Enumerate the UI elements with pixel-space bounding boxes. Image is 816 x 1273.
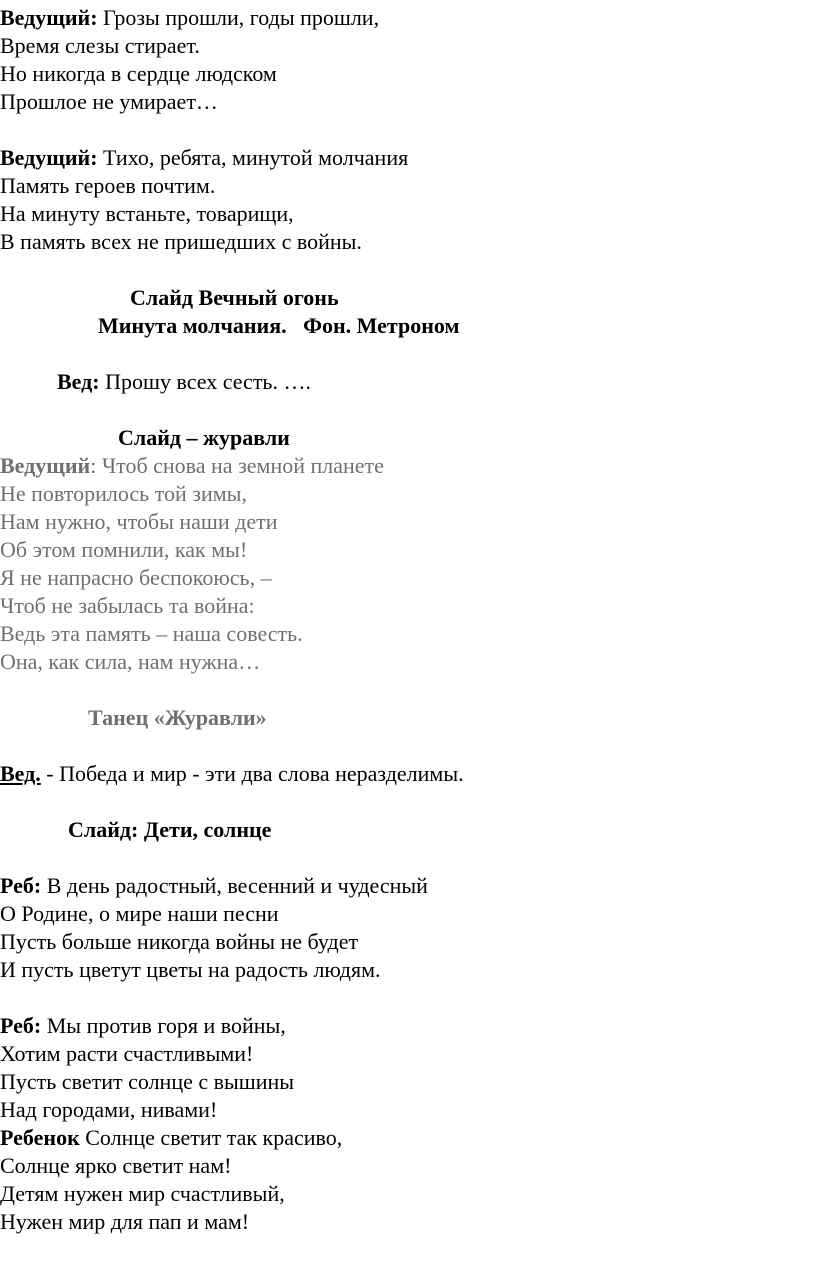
verse-line: Но никогда в сердце людском [0,61,277,86]
verse-line: Нам нужно, чтобы наши дети [0,509,278,534]
verse-text: Мы против горя и войны, [41,1013,286,1038]
slide-heading: Слайд – журавли [118,425,290,450]
stage-direction: Танец «Журавли» [88,705,267,730]
verse-line: Пусть больше никогда войны не будет [0,929,359,954]
verse-line: Я не напрасно беспокоюсь, – [0,565,272,590]
verse-line [0,1124,342,1152]
speaker-label: Ведущий [0,453,91,478]
verse-line: Солнце ярко светит нам! [0,1153,232,1178]
speaker-label: Реб: [0,873,42,898]
verse-line: Память героев почтим. [0,173,216,198]
verse-line [0,452,384,480]
verse-line [0,760,464,788]
verse-line [57,368,311,396]
verse-line: В память всех не пришедших с войны. [0,229,362,254]
slide-heading: Слайд: Дети, солнце [68,817,272,842]
verse-text: Солнце светит так красиво, [79,1125,343,1150]
speaker-label: Ведущий: [0,5,98,30]
verse-line: Она, как сила, нам нужна… [0,649,261,674]
speaker-label: Ребенок [0,1125,80,1150]
verse-line: Об этом помнили, как мы! [0,537,248,562]
verse-text: - Победа и мир - эти два слова неразделимы. [40,761,464,786]
verse-line: Детям нужен мир счастливый, [0,1181,285,1206]
verse-line: Не повторилось той зимы, [0,481,247,506]
verse-line [0,4,379,32]
verse-line: Время слезы стирает. [0,33,200,58]
verse-text: В день радостный, весенний и чудесный [41,873,428,898]
verse-line: Прошлое не умирает… [0,89,218,114]
verse-line: О Родине, о мире наши песни [0,901,279,926]
verse-line [0,872,428,900]
verse-text: Грозы прошли, годы прошли, [97,5,380,30]
verse-line [0,144,408,172]
verse-text: Прошу всех сесть. …. [99,369,311,394]
verse-line: Нужен мир для пап и мам! [0,1209,250,1234]
verse-line: И пусть цветут цветы на радость людям. [0,957,381,982]
verse-line: Хотим расти счастливыми! [0,1041,254,1066]
speaker-label: Реб: [0,1013,42,1038]
speaker-label: Вед: [57,369,100,394]
verse-text: : Чтоб снова на земной планете [90,453,384,478]
verse-line [0,1012,286,1040]
verse-line: Над городами, нивами! [0,1097,218,1122]
verse-line: Чтоб не забылась та война: [0,593,255,618]
verse-line: Ведь эта память – наша совесть. [0,621,303,646]
slide-heading: Слайд Вечный огонь [130,285,339,310]
verse-line: На минуту встаньте, товарищи, [0,201,294,226]
stage-direction: Минута молчания. Фон. Метроном [98,313,460,338]
speaker-label: Ведущий: [0,145,98,170]
verse-line: Пусть светит солнце с вышины [0,1069,295,1094]
speaker-label: Вед. [0,761,41,786]
verse-text: Тихо, ребята, минутой молчания [97,145,409,170]
